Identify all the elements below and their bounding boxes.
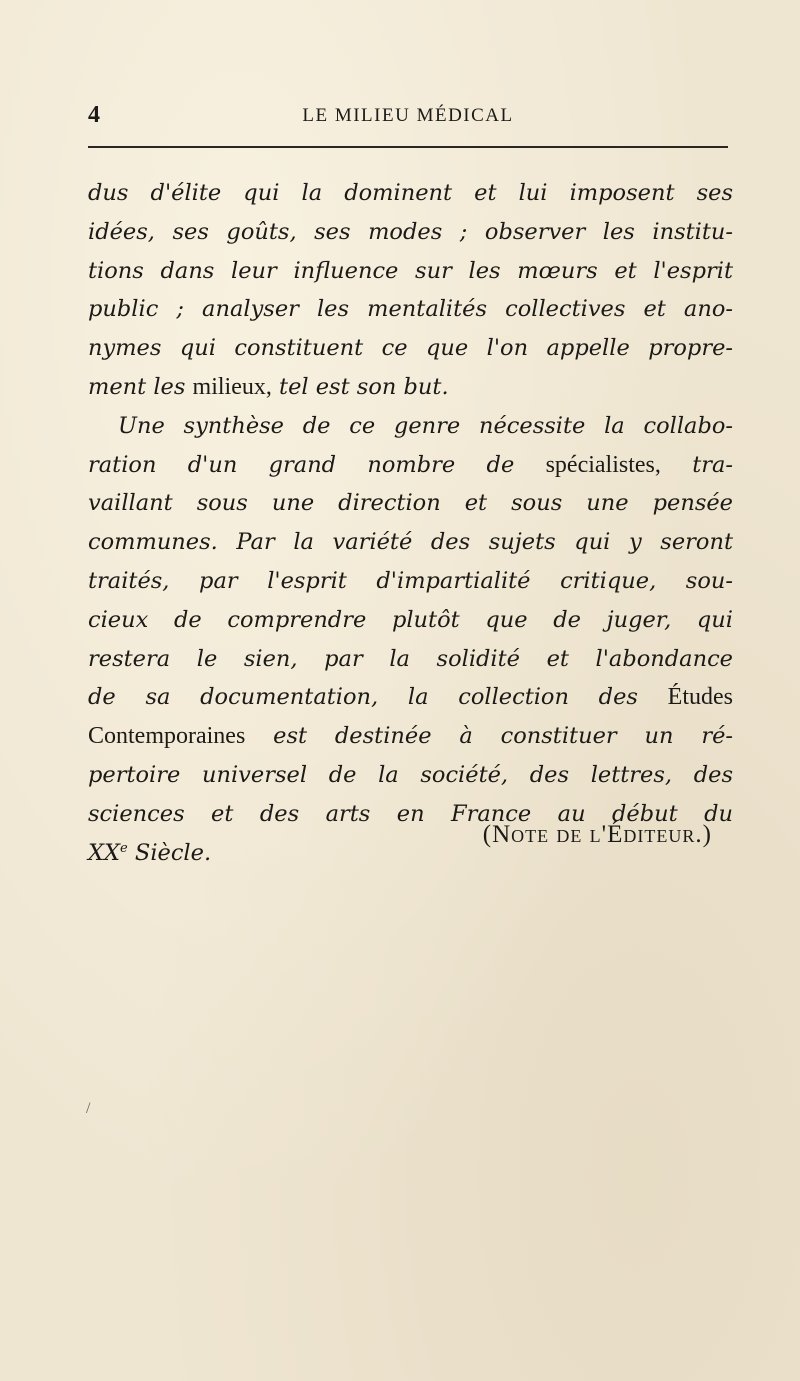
text-line-3: tions dans leur influence sur les mœurs et l'esprit <box>88 257 733 284</box>
header-rule <box>88 146 728 148</box>
text-line-13: restera le sien, par la solidité et l'abondance <box>88 645 733 672</box>
text-line-14-start: de sa documentation, la collection des <box>88 684 668 711</box>
text-line-15-roman: Contemporaines <box>88 723 246 750</box>
text-line-17: sciences et des arts en France au début du <box>88 800 733 827</box>
text-line-18-superscript: e <box>120 840 128 856</box>
text-line-6-roman: milieux, <box>192 373 272 400</box>
editor-note-signature: (Note de l'Éditeur.) <box>482 821 712 848</box>
text-line-15 <box>88 717 733 756</box>
running-head <box>88 100 728 130</box>
text-line-1: dus d'élite qui la dominent et lui imposent ses <box>88 180 733 206</box>
text-line-4: public ; analyser les mentalités collectives et ano- <box>88 296 733 323</box>
text-line-16: pertoire universel de la société, des lettres, des <box>88 761 733 788</box>
text-line-8 <box>88 446 733 485</box>
text-line-14 <box>88 678 733 717</box>
text-line-9: vaillant sous une direction et sous une pensée <box>88 490 733 517</box>
text-line-2: idées, ses goûts, ses modes ; observer les institu- <box>88 218 733 245</box>
text-line-18-start: XX <box>88 839 121 866</box>
text-line-6-start: ment les <box>88 373 193 400</box>
body-text <box>88 174 733 872</box>
text-line-8-roman: spécialistes, <box>545 451 661 478</box>
text-line-10: communes. Par la variété des sujets qui y seront <box>88 529 733 556</box>
text-line-15-end: est destinée à constituer un ré- <box>245 723 733 750</box>
text-line-7: Une synthèse de ce genre nécessite la collabo- <box>118 412 733 439</box>
text-line-14-roman: Études <box>667 684 733 711</box>
text-line-6-end: tel est son but. <box>271 373 449 400</box>
page-number: 4 <box>88 102 100 128</box>
stray-pencil-mark: / <box>86 1100 91 1117</box>
running-title: LE MILIEU MÉDICAL <box>302 105 514 126</box>
text-line-18-end: Siècle. <box>127 839 212 866</box>
text-line-8-end: tra- <box>660 451 734 478</box>
text-line-5: nymes qui constituent ce que l'on appelle propre- <box>88 335 733 362</box>
text-line-11: traités, par l'esprit d'impartialité critique, sou- <box>88 567 733 594</box>
text-line-6 <box>88 368 733 407</box>
text-line-12: cieux de comprendre plutôt que de juger, qui <box>88 606 733 633</box>
text-line-8-start: ration d'un grand nombre de <box>88 451 546 478</box>
